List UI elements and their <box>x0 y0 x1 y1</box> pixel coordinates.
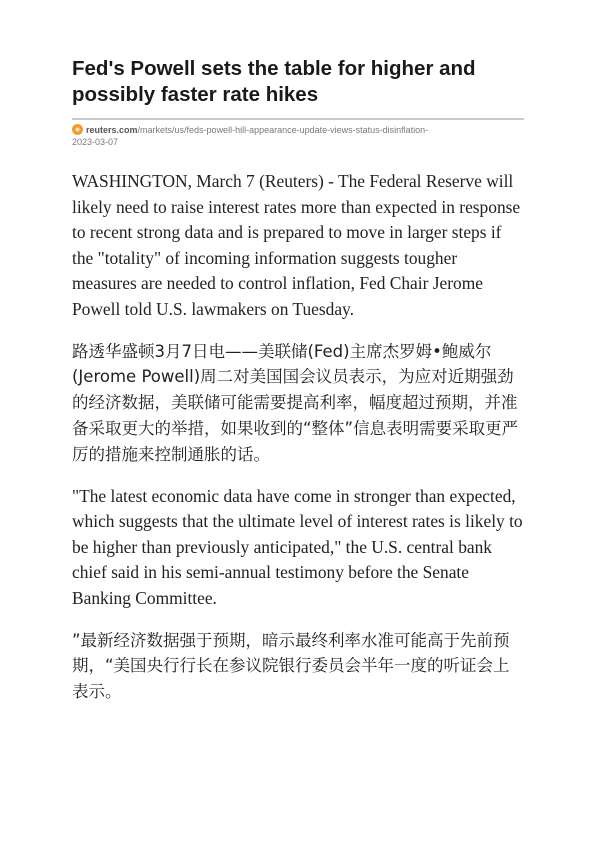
publish-date: 2023-03-07 <box>72 137 119 147</box>
source-domain[interactable]: reuters.com <box>86 125 138 135</box>
source-line[interactable] <box>72 124 524 136</box>
paragraph-2-english: "The latest economic data have come in stronger than expected, which suggests that the ultimate level of interest rates is likely to be higher than previously anticipated," the U.S. central bank chief said in his semi-annual testimony before the Senate Banking Committee. <box>72 485 523 608</box>
article-title: Fed's Powell sets the table for higher and possibly faster rate hikes <box>72 57 476 106</box>
article <box>72 56 524 705</box>
reuters-favicon-icon <box>72 124 83 135</box>
paragraph-1-english: WASHINGTON, March 7 (Reuters) - The Federal Reserve will likely need to raise interest rates more than expected in response to recent strong data and is prepared to move in larger steps if the "totality" of incoming information suggests tougher measures are needed to control inflation, Fed Chair Jerome Powell told U.S. lawmakers on Tuesday. <box>72 171 521 319</box>
source-path[interactable]: /markets/us/feds-powell-hill-appearance-update-views-status-disinflation- <box>137 125 429 135</box>
paragraph-1-chinese: 路透华盛顿3月7日电——美联储(Fed)主席杰罗姆•鲍威尔(Jerome Powell)周二对美国国会议员表示，为应对近期强劲的经济数据，美联储可能需要提高利率，幅度超过预期，并准备采取更大的举措，如果收到的“整体”信息表明需要采取更严厉的措施来控制通胀的话。 <box>72 341 519 464</box>
paragraph-2-chinese: ”最新经济数据强于预期，暗示最终利率水准可能高于先前预期，“美国央行行长在参议院银行委员会半年一度的听证会上表示。 <box>72 630 510 702</box>
title-divider <box>72 118 524 120</box>
